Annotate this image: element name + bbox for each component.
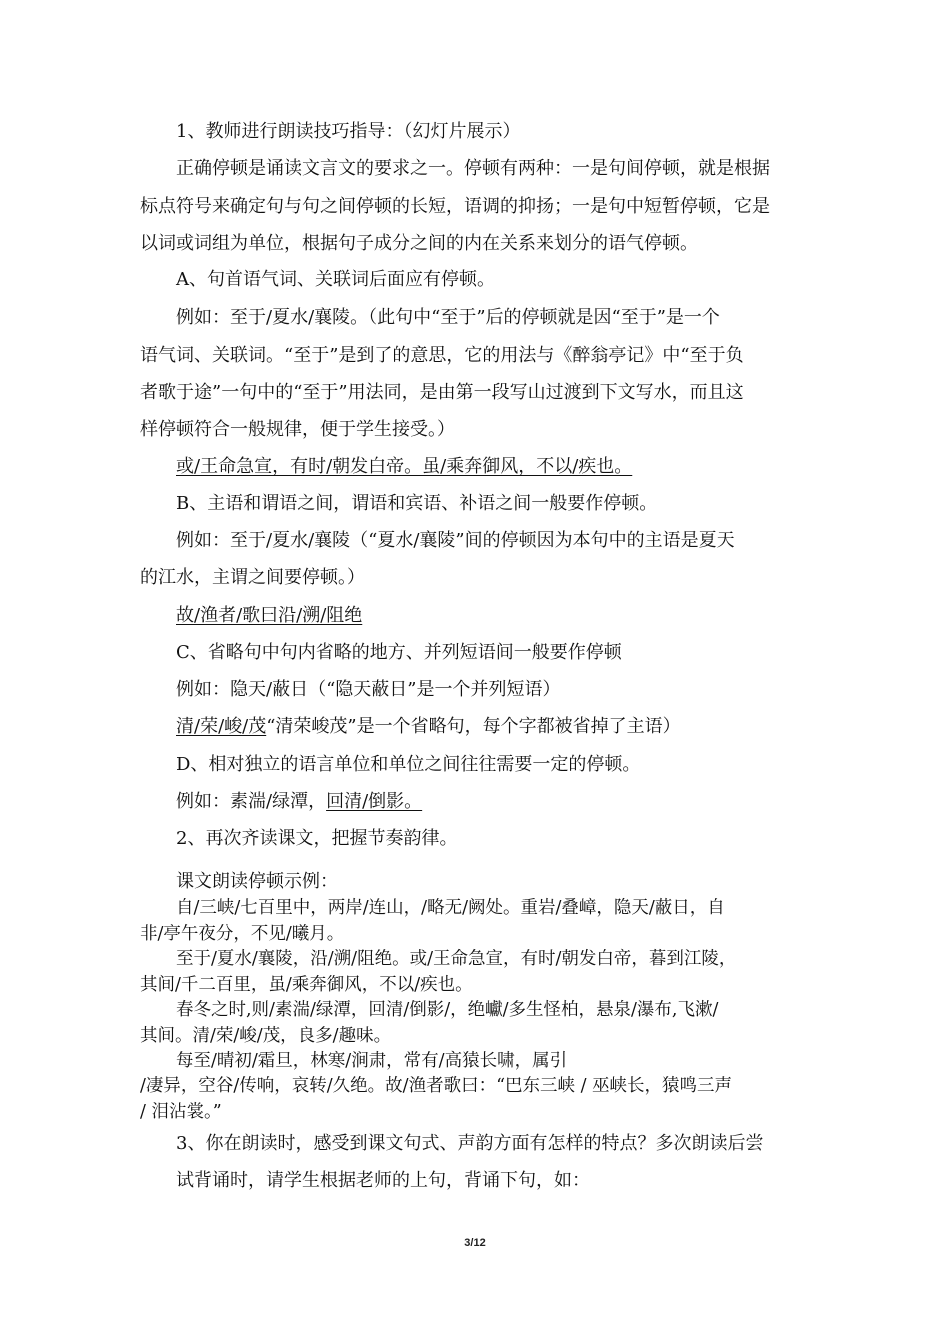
reading-sample-title: 课文朗读停顿示例： <box>176 871 338 892</box>
example-note: “清荣峻茂”是一个省略句，每个字都被省掉了主语） <box>266 716 681 737</box>
paragraph-line: 的江水，主谓之间要停顿。） <box>140 567 365 588</box>
paragraph-line: 者歌于途”一句中的“至于”用法同，是由第一段写山过渡到下文写水，而且这 <box>140 382 744 403</box>
example-underlined: 回清/倒影。 <box>326 791 423 812</box>
paragraph-line: 以词或词组为单位，根据句子成分之间的内在关系来划分的语气停顿。 <box>140 233 698 254</box>
reading-sample-line: 每至/晴初/霜旦，林寒/涧肃，常有/高猿长啸，属引 <box>176 1051 568 1071</box>
rule-a-heading: A、句首语气词、关联词后面应有停顿。 <box>176 269 495 290</box>
reading-sample-line: 非/亭午夜分，不见/曦月。 <box>140 924 345 944</box>
paragraph-line: 例如：隐天/蔽日（“隐天蔽日”是一个并列短语） <box>176 679 561 700</box>
example-underlined: 故/渔者/歌曰沿/溯/阻绝 <box>176 605 363 626</box>
reading-sample-line: / 泪沾裳。” <box>140 1102 222 1122</box>
paragraph-line: 标点符号来确定句与句之间停顿的长短，语调的抑扬；一是句中短暂停顿，它是 <box>140 196 770 217</box>
reading-sample-line: 其间。清/荣/峻/茂，良多/趣味。 <box>140 1026 392 1046</box>
step-1-heading: 1、教师进行朗读技巧指导：（幻灯片展示） <box>176 121 521 142</box>
example-underlined: 清/荣/峻/茂 <box>176 716 267 737</box>
reading-sample-line: 自/三峡/七百里中，两岸/连山，/略无/阙处。重岩/叠嶂，隐天/蔽日，自 <box>176 898 725 918</box>
example-line <box>176 791 422 813</box>
paragraph-line: 例如：至于/夏水/襄陵。（此句中“至于”后的停顿就是因“至于”是一个 <box>176 307 720 328</box>
rule-b-heading: B、主语和谓语之间，谓语和宾语、补语之间一般要作停顿。 <box>176 493 658 514</box>
step-2-heading: 2、再次齐读课文，把握节奏韵律。 <box>176 828 458 849</box>
reading-sample-line: 其间/千二百里，虽/乘奔御风，不以/疾也。 <box>140 975 473 995</box>
page-number: 3/12 <box>464 1237 486 1249</box>
reading-sample-line: 至于/夏水/襄陵，沿/溯/阻绝。或/王命急宣，有时/朝发白帝，暮到江陵， <box>176 949 737 969</box>
paragraph-line: 样停顿符合一般规律，便于学生接受。） <box>140 419 455 440</box>
paragraph-line: 语气词、关联词。“至于”是到了的意思，它的用法与《醉翁亭记》中“至于负 <box>140 345 744 366</box>
example-text: 例如：素湍/绿潭， <box>176 791 327 812</box>
example-line <box>176 716 681 738</box>
step-3-heading: 3、你在朗读时，感受到课文句式、声韵方面有怎样的特点？多次朗读后尝 <box>176 1133 764 1154</box>
reading-sample-line: 春冬之时,则/素湍/绿潭，回清/倒影/，绝巘/多生怪柏，悬泉/瀑布,飞漱/ <box>176 1000 719 1020</box>
paragraph-line: 例如：至于/夏水/襄陵（“夏水/襄陵”间的停顿因为本句中的主语是夏天 <box>176 530 735 551</box>
paragraph-line: 试背诵时，请学生根据老师的上句，背诵下句，如： <box>176 1170 590 1191</box>
rule-c-heading: C、省略句中句内省略的地方、并列短语间一般要作停顿 <box>176 642 622 663</box>
reading-sample-line: /凄异，空谷/传响，哀转/久绝。故/渔者歌曰：“巴东三峡 / 巫峡长，猿鸣三声 <box>140 1076 733 1096</box>
paragraph-line: 正确停顿是诵读文言文的要求之一。停顿有两种：一是句间停顿，就是根据 <box>176 158 770 179</box>
rule-d-heading: D、相对独立的语言单位和单位之间往往需要一定的停顿。 <box>176 754 641 775</box>
example-underlined: 或/王命急宣，有时/朝发白帝。虽/乘奔御风，不以/疾也。 <box>176 456 633 477</box>
